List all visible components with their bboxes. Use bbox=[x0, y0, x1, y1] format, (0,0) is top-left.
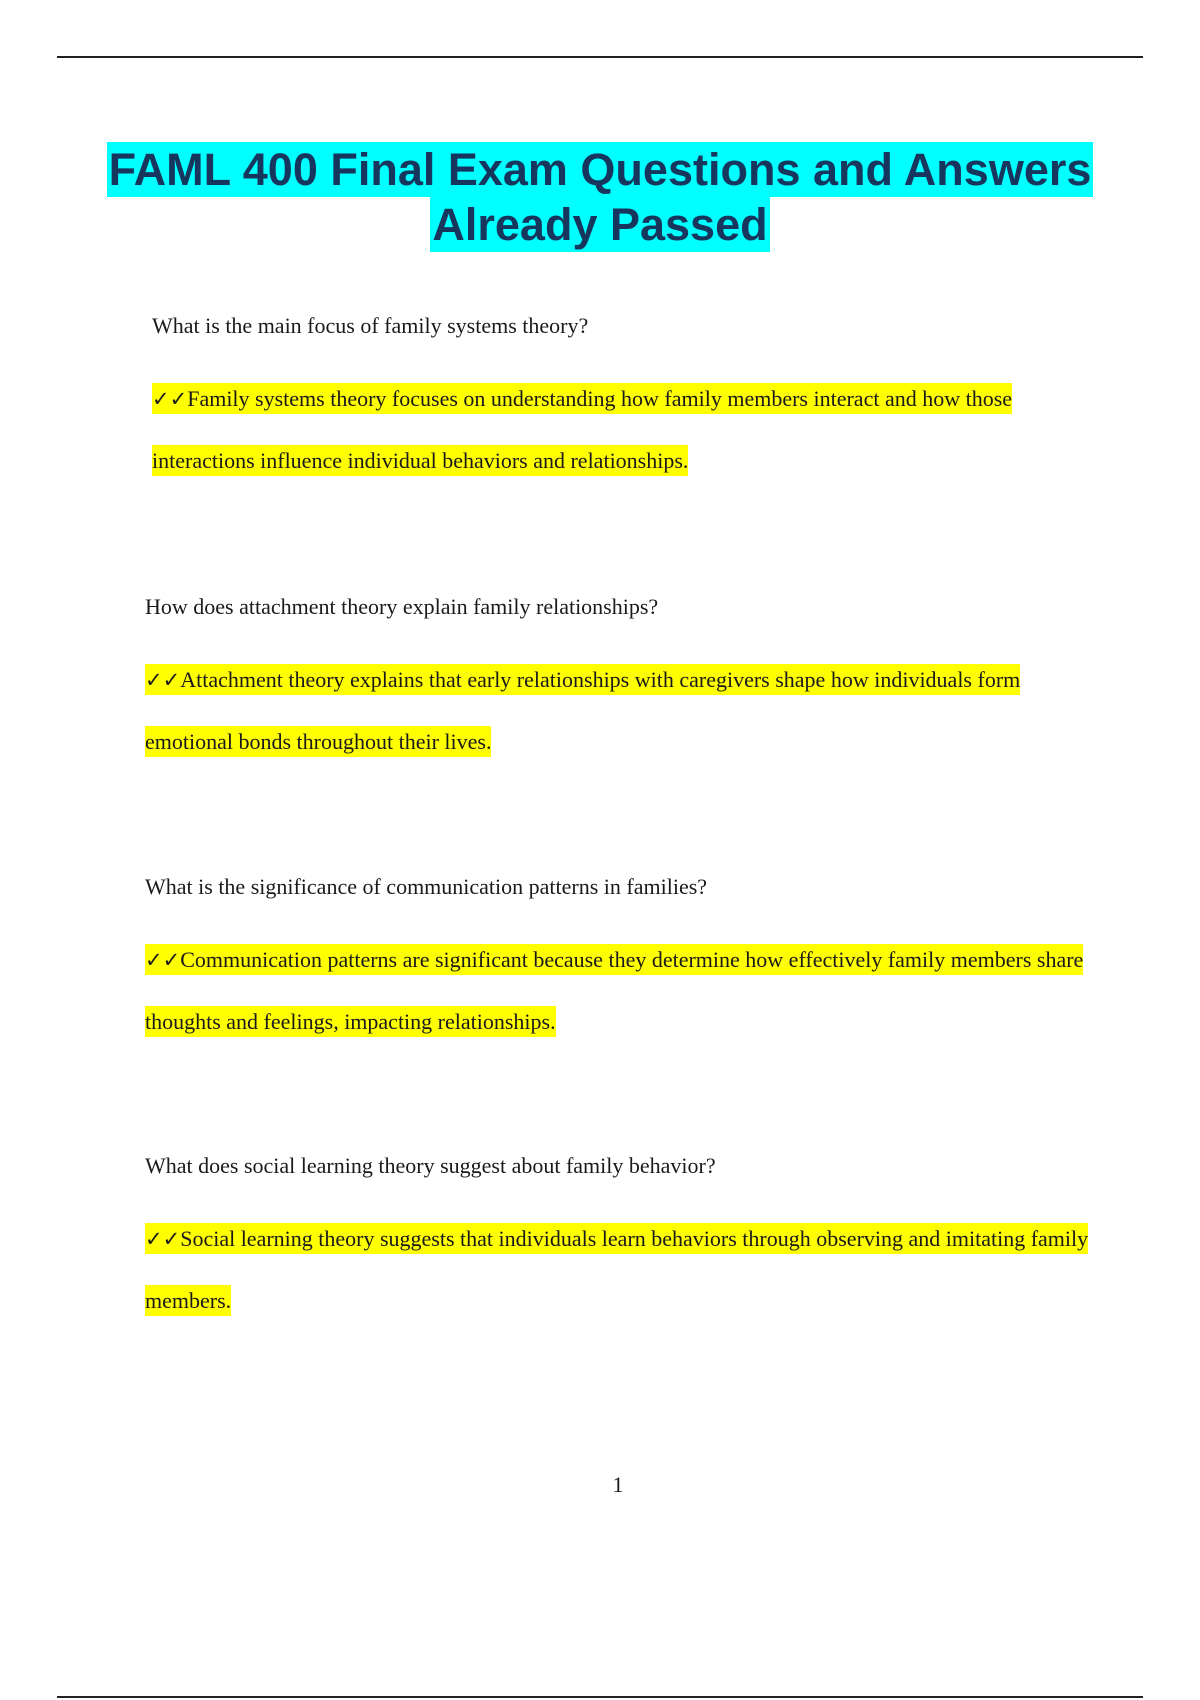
page-number: 1 bbox=[612, 1472, 624, 1497]
header-rule bbox=[57, 56, 1143, 58]
qa-item-3 bbox=[145, 873, 1105, 1052]
check-mark-icon: ✓✓ bbox=[145, 948, 181, 972]
question-3: What is the significance of communication patterns in families? bbox=[145, 874, 708, 899]
qa-item-1 bbox=[152, 312, 1112, 491]
qa-item-4 bbox=[145, 1152, 1105, 1331]
answer-2-text: Attachment theory explains that early relationships with caregivers shape how individuals form emotional bonds throughout their lives. bbox=[145, 667, 1021, 754]
footer-rule bbox=[57, 1696, 1143, 1698]
question-1: What is the main focus of family systems theory? bbox=[152, 313, 589, 338]
answer-1-text: Family systems theory focuses on understanding how family members interact and how those interactions influence individual behaviors and relationships. bbox=[152, 386, 1013, 473]
check-mark-icon: ✓✓ bbox=[152, 387, 188, 411]
answer-4-text: Social learning theory suggests that individuals learn behaviors through observing and imitating family members. bbox=[145, 1226, 1089, 1313]
check-mark-icon: ✓✓ bbox=[145, 1227, 181, 1251]
answer-3-text: Communication patterns are significant because they determine how effectively family members share thoughts and feelings, impacting relationships. bbox=[145, 947, 1084, 1034]
qa-item-2 bbox=[145, 593, 1105, 772]
document-title bbox=[100, 142, 1100, 252]
document-title-text: FAML 400 Final Exam Questions and Answers Already Passed bbox=[108, 144, 1092, 250]
answer-3 bbox=[145, 929, 1105, 1052]
answer-2 bbox=[145, 649, 1105, 772]
answer-4 bbox=[145, 1208, 1105, 1331]
question-2: How does attachment theory explain family relationships? bbox=[145, 594, 659, 619]
answer-1 bbox=[152, 368, 1112, 491]
check-mark-icon: ✓✓ bbox=[145, 668, 181, 692]
question-4: What does social learning theory suggest about family behavior? bbox=[145, 1153, 716, 1178]
